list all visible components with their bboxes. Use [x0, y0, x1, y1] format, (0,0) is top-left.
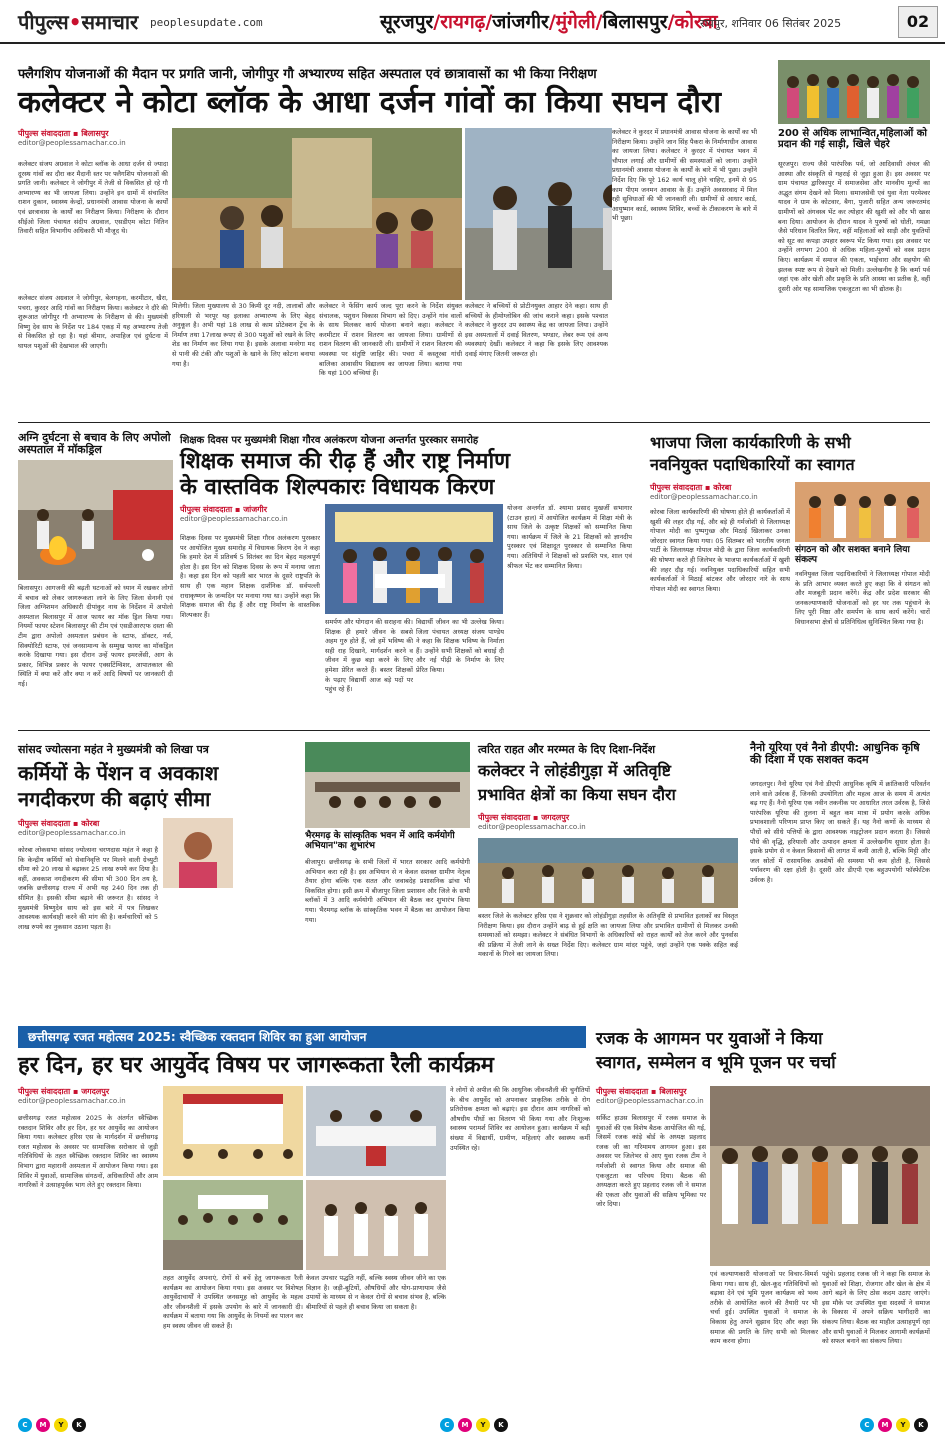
ayurveda-story-photo-camp-banner [163, 1086, 303, 1176]
rajak-story-photo-youth-group [710, 1086, 930, 1266]
story1-body-part1: कलेक्टर संजय अग्रवाल ने कोटा ब्लॉक के आधा दर्जन से ज्यादा दूरस्थ गांवों का दौरा कर मैदानी स्तर पर फ्लैगशिप योजनाओं की प्रगति जानी। कलेक्टर ने जोगीपुर में तेजी से विकसित हो रहे गौ अभ्यारण्य का भी जायजा लिया। उन्होंने इन ग्रामों में संचालित राशन दुकान, स्वास्थ्य केन्द्रों, प्रधानमंत्री आवास योजना के कार्यों एवं छात्रावास के कार्यों का निरीक्षण किया। निरीक्षण के दौरान सीईओ जिला पंचायत संदीप अग्रवाल, एसडीएम कोटा नितिन तिवारी सहित विभागीय अधिकारी भी मौजूद थे। [18, 160, 168, 236]
story1-body-part2: कलेक्टर संजय अग्रवाल ने जोगीपुर, बेलगहना, करमीटार, खैरा, पचरा, कुरदर आदि गांवों का निरीक्षण किया। कलेक्टर ने दौरे की शुरूआत जोगीपुर गौ अभ्यारण्य के निरीक्षण से की। मुख्यमंत्री विष्णु देव साय के निर्देश पर 184 एकड़ में यह अभ्यारण्य तेजी से विकसित हो रहा है। यहां बीमार, अपाहिज एवं दुर्घटना में घायल पशुओं की देखभाल की जाएगी। [18, 294, 168, 350]
rajak-story-headline-line1: रजक के आगमन पर युवाओं ने किया [596, 1029, 823, 1049]
bjp-story-body: कोरबा जिला कार्यकारिणी की घोषणा होते ही कार्यकर्ताओं में खुशी की लहर दौड़ गई, और बड़े ही गर्मजोशी से जिलाध्यक्ष गोपाल मोदी का पुष्पगुच्छ और मिठाई खिलाकर उनका जोरदार स्वागत किया गया। 05 सितम्बर को भारतीय जनता पार्टी के जिलाध्यक्ष गोपाल मोदी के द्वारा जिला कार्यकारिणी की घोषणा करते ही जिलेभर के भाजपा कार्यकर्ताओं में खुशी की लहर दौड़ गई। नवनियुक्त पदाधिकारियों सहित सभी कार्यकर्ताओं ने मिठाई बांटकर और जोरदार नारे के साथ गोपाल मोदी का स्वागत किया। [650, 508, 790, 593]
pension-story-photo-mp [163, 818, 233, 888]
website-url: peoplesupdate.com [150, 16, 263, 29]
city-edition-list: सूरजपुर/रायगढ़/जांजगीर/मुंगेली/बिलासपुर/कोरबा [380, 11, 718, 33]
side-story-body: सूरजपुर। राज्य जैसे पारंपरिक पर्व, जो आदिवासी अंचल की आस्था और संस्कृति से गहराई से जुड़ा हुआ है। इस अवसर पर ग्राम पंचायत द्वारिकापुर में समाजसेवा और मानवीय मूल्यों का अद्भुत संगम देखने को मिला। समाजसेवी एवं युवा नेता परमेश्वर यादव ने ग्राम के कोटवार, बैगा, पुजारी सहित अन्य जरूरतमंद ग्रामीणों को अंगवस्त्र भेंट कर त्योहार की खुशी को और भी खास बना दिया। आयोजन के दौरान यादव ने पुरुषों को धोती, गमछा जैसे परिधान वितरित किए, वहीं महिलाओं को साड़ी और युवतियों को सूट का कपड़ा उपहार स्वरूप भेंट किया गया। इस अवसर पर उन्होंने लगभग 200 से अधिक महिला-पुरुषों को वस्त्र प्रदान किए। कार्यक्रम में समाज की एकता, भाईचारा और सहयोग की झलक स्पष्ट रूप से देखने को मिली। उल्लेखनीय है कि कर्मा पर्व जहां एक ओर खेती और प्रकृति के प्रति आस्था का प्रतीक है, वहीं दूसरी ओर यह सामाजिक एकजुटता का भी द्योतक है। [778, 160, 930, 293]
teacher-story-body-part4: योजना अन्तर्गत डॉ. श्यामा प्रसाद मुखर्जी सभागार (टाउन हाल) में आयोजित कार्यक्रम में शिक्षा मंत्री के साथ जिले के उत्कृष्ट शिक्षकों को सम्मानित किया गया। कार्यक्रम में जिले के 21 शिक्षकों को ज्ञानदीप पुरस्कार एवं शिक्षादूत पुरस्कार से सम्मानित किया गया। अतिथियों ने शिक्षकों को प्रशस्ति पत्र, शाल एवं श्रीफल भेंट कर सम्मानित किया। [507, 504, 632, 570]
pension-story-kicker: सांसद ज्योत्सना महंत ने मुख्यमंत्री को लिखा पत्र [18, 743, 209, 756]
ayurveda-story-photo-rally [163, 1180, 303, 1270]
divider [18, 730, 930, 731]
teacher-story-body-part3: विद्यार्थी जीवन का भी उल्लेख किया। जिला पंचायत अध्यक्ष संजय पाण्डेय ने कहा कि शिक्षक भविष्य के निर्माता हैं। उन्होंने सभी शिक्षकों को बधाई दी और नई पीढ़ी के निर्माण के लिए प्रेरित किया। [416, 618, 504, 674]
teacher-story-kicker: शिक्षक दिवस पर मुख्यमंत्री शिक्षा गौरव अलंकरण योजना अन्तर्गत पुरस्कार समारोह [180, 435, 479, 446]
fire-story-photo-mockdrill [18, 460, 173, 580]
ayurveda-story-byline: पीपुल्स संवाददाता ▪ जगदलपुर editor@peoplessamachar.co.in [18, 1087, 126, 1105]
ayurveda-story-body-part1: छत्तीसगढ़ रजत महोत्सव 2025 के अंतर्गत स्वैच्छिक रक्तदान शिविर और हर दिन, हर घर आयुर्वेद का आयोजन किया गया। कलेक्टर हरिस एस के मार्गदर्शन में छत्तीसगढ़ रजत महोत्सव के अवसर पर सामाजिक सरोकार से जुड़ी गतिविधियों के तहत स्वैच्छिक रक्तदान शिविर का स्वास्थ्य विभाग द्वारा महारानी अस्पताल में आयोजन किया गया। इस शिविर में युवाओं, सामाजिक संगठनों, अधिकारियों और आम नागरिकों ने उत्साहपूर्वक भाग लेते हुए रक्तदान किया। [18, 1114, 158, 1190]
story1-kicker: फ्लैगशिप योजनाओं की मैदान पर प्रगति जानी, जोगीपुर गौ अभ्यारण्य सहित अस्पताल एवं छात्रावासों का भी किया निरीक्षण [18, 67, 597, 82]
bjp-story-photo-welcome [795, 482, 930, 542]
ayurveda-story-body-part3: केवल उपचार पद्धति नहीं, बल्कि स्वस्थ जीवन जीने का एक विज्ञान है। जड़ी-बूटियों, औषधियों और योग-प्राणायाम जैसे उपायों के माध्यम से न केवल रोगों से बचाव संभव है, बल्कि बीमारियों से पहले ही बचाव किया जा सकता है। [306, 1274, 446, 1311]
divider [18, 422, 930, 423]
newspaper-logo: पीपुल्स•समाचार [18, 10, 139, 34]
lohandiguda-story-kicker: त्वरित राहत और मरम्मत के दिए दिशा-निर्देश [478, 743, 656, 756]
story1-byline: पीपुल्स संवाददाता ▪ बिलासपुर editor@peoplessamachar.co.in [18, 129, 126, 147]
bjp-story-headline-line2: नवनियुक्त पदाधिकारियों का स्वागत [650, 455, 855, 474]
teacher-story-headline-line2: के वास्तविक शिल्पकारः विधायक किरण [180, 475, 495, 500]
rajak-story-body-part2: एवं कल्याणकारी योजनाओं पर विचार-विमर्श किया गया। साथ ही, खेल-कूद गतिविधियों को बढ़ावा देने एवं भूमि पूजन कार्यक्रम को भव्य तरीके से आयोजित करने की तैयारी पर भी चर्चा हुई। उपस्थित युवाओं ने समाज के विकास हेतु अपने सुझाव दिए और कहा कि समाज की प्रगति के लिए सभी को मिलकर काम करना होगा। [710, 1270, 818, 1346]
pension-story-body: कोरबा लोकसभा सांसद ज्योत्सना चरणदास महंत ने कहा है कि केन्द्रीय कर्मियों को सेवानिवृत्ति पर मिलने वाली ग्रेच्युटी सीमा को 20 लाख से बढ़ाकर 25 लाख रुपये कर दिया है। वहीं, अवकाश नगदीकरण की सीमा भी 300 दिन तय है, जबकि छत्तीसगढ़ राज्य में अभी यह 240 दिन तक ही सीमित है। इसकी सीमा बढ़ाने की जरूरत है। सांसद ने मुख्यमंत्री विष्णुदेव साय को इस बारे में पत्र लिखकर आवश्यक कार्यवाही करने की मांग की है। कर्मचारियों को 5 लाख रुपये का नुकसान उठाना पड़ता है। [18, 846, 158, 931]
lohandiguda-story-headline-line2: प्रभावित क्षेत्रों का किया सघन दौरा [478, 785, 676, 804]
blood-donation-strip: छत्तीसगढ़ रजत महोत्सव 2025: स्वैच्छिक रक्तदान शिविर का हुआ आयोजन [18, 1026, 586, 1048]
nano-story-headline: नैनो यूरिया एवं नैनो डीएपी: आधुनिक कृषि की दिशा में एक सशक्त कदम [750, 741, 920, 767]
lohandiguda-story-photo-flood [478, 838, 738, 908]
lohandiguda-story-body: बस्तर जिले के कलेक्टर हरिस एस ने शुक्रवार को लोहंडीगुड़ा तहसील के अतिवृष्टि से प्रभावित इलाकों का विस्तृत निरीक्षण किया। इस दौरान उन्होंने बाढ़ से हुई क्षति का जायजा लिया और प्रभावित ग्रामीणों से मिलकर उनकी समस्याओं को समझा। कलेक्टर ने संबंधित विभागों के अधिकारियों को राहत कार्यों को तेज करने और पुनर्वास की प्रक्रिया में तेजी लाने के सख्त निर्देश दिए। कलेक्टर ग्राम मांदर पहुंचे, जहां उन्होंने एक पक्के सहित कई मकानों के गिरने का जायजा लिया। [478, 912, 738, 959]
rajak-story-body-part3: पहुंचे। प्रहलाद रजक जी ने कहा कि समाज के युवाओं को शिक्षा, रोजगार और खेल के क्षेत्र में आगे बढ़ने के लिए ठोस कदम उठाए जाएंगे। इस मौके पर उपस्थित युवा सदस्यों ने समाज के विकास में अपने सक्रिय भागीदारी का संकल्प लिया। बैठक का माहौल उत्साहपूर्ण रहा और सभी युवाओं ने मिलकर आगामी कार्यक्रमों को सफल बनाने का संकल्प लिया। [822, 1270, 930, 1346]
bhairamgarh-story-body: बीजापुर। छत्तीसगढ़ के सभी जिलों में भारत सरकार आदि कर्मयोगी अभियान करा रही है। इस अभियान से न केवल सशक्त ग्रामीण नेतृत्व तैयार होगा बल्कि एक सतत और जवाबदेह प्रशासनिक ढांचा भी विकसित होगा। इसी क्रम में बीजापुर जिला प्रशासन और जिले के सभी ब्लॉकों में 3 आदि कर्मयोगी अभियान की बैठक कर शुभारंभ किया गया। भैरमगढ़ ब्लॉक के सांस्कृतिक भवन में बैठक का आयोजन किया गया। [305, 858, 470, 924]
pension-story-byline: पीपुल्स संवाददाता ▪ कोरबा editor@peoplessamachar.co.in [18, 819, 126, 837]
story1-body-part6: कलेक्टर ने कुरदर में प्रधानमंत्री आवास योजना के कार्यों का भी निरीक्षण किया। उन्होंने जान सिंह पैकरा के निर्माणाधीन आवास का जायजा लिया। कलेक्टर ने कुरदर में पंचायत भवन में चौपाल लगाई और ग्रामीणों की समस्याओं को जाना। उन्होंने प्रधानमंत्री आवास योजना के कार्यों के बारे में भी पूछा। उन्होंने निर्देश दिए कि पूरे 162 कार्य चालू होने चाहिए, इनमें से 95 काम पीएम जनमन आवास के हैं। उन्होंने अवसरवाद में मिल रही सुविधाओं की भी जानकारी ली। ग्रामीणों से आधार कार्ड, आयुष्मान कार्ड, स्वास्थ्य शिविर, बच्चों के टीकाकरण के बारे में भी पूछा। [612, 128, 757, 418]
lohandiguda-story-headline-line1: कलेक्टर ने लोहंडीगुड़ा में अतिवृष्टि [478, 761, 671, 780]
teacher-story-headline-line1: शिक्षक समाज की रीढ़ हैं और राष्ट्र निर्माण [180, 449, 511, 474]
fire-story-headline: अग्नि दुर्घटना से बचाव के लिए अपोलो अस्पताल में मॉकड्रिल [18, 431, 171, 457]
bjp-box-body: नवनियुक्त जिला पदाधिकारियों ने जिलाध्यक्ष गोपाल मोदी के प्रति आभार व्यक्त करते हुए कहा कि वे संगठन को और मजबूती प्रदान करेंगे। केंद्र और प्रदेश सरकार की जनकल्याणकारी योजनाओं को हर घर तक पहुंचाने के लिए पूरी निष्ठा और समर्पण के साथ कार्य करेंगे। चारों विधानसभा क्षेत्रों से प्रतिनिधित्व सुनिश्चित किया गया है। [795, 570, 930, 626]
dateline: रायपुर, शनिवार 06 सितंबर 2025 [700, 17, 842, 30]
bjp-box-headline: संगठन को और सशक्त बनाने लिया संकल्प [795, 545, 910, 565]
story1-body-part4: कलेक्टर ने फेंसिंग कार्य जल्द पूरा करने के निर्देश संयुक्त संचालक, पशुधन विकास विभाग को दिए। उन्होंने गांव वालों के साथ मिलकर कार्य योजना बनाने कहा। कलेक्टर ने करमीटार में राशन वितरण का जायजा लिया। ग्रामीणों से राशन वितरण की जानकारी ली। ग्रामीणों ने राशन वितरण की व्यवस्था पर संतुष्टि जाहिर की। पचरा में कस्तूरबा गांधी बालिका आवासीय विद्यालय का जायजा लिया। बताया गया कि यहां 100 बच्चियां हैं। [319, 302, 462, 378]
cmyk-registration-right: C M Y K [860, 1418, 928, 1432]
ayurveda-story-photo-doctors [306, 1180, 446, 1270]
ayurveda-story-body-part4: ने लोगों से अपील की कि आधुनिक जीवनशैली की चुनौतियों के बीच आयुर्वेद को अपनाकर प्राकृतिक तरीके से रोग प्रतिरोधक क्षमता को बढ़ाएं। इस दौरान आम नागरिकों को औषधीय पौधों का वितरण भी किया गया और निःशुल्क स्वास्थ्य परामर्श शिविर का आयोजन हुआ। कार्यक्रम में बड़ी संख्या में विद्यार्थी, ग्रामीण, महिलाएं और स्वास्थ्य कर्मी उपस्थित रहे। [450, 1086, 590, 1152]
ayurveda-story-photo-blood-donation [306, 1086, 446, 1176]
ayurveda-story-body-part2: तहत आयुर्वेद अपनाएं, रोगों से बचें हेतु जागरूकता रैली कार्यक्रम का आयोजन किया गया। इस अवसर पर विशेषज्ञ आयुर्वेदाचार्यों ने उपस्थित जनसमूह को आयुर्वेद के महत्व और जीवनशैली में इसके उपयोग के बारे में जानकारी दी। कार्यक्रम में बताया गया कि आयुर्वेद के नियमों का पालन कर हम स्वस्थ जीवन जी सकते हैं। [163, 1274, 303, 1330]
cmyk-registration-center: C M Y K [440, 1418, 508, 1432]
lohandiguda-story-byline: पीपुल्स संवाददाता ▪ जगदलपुर editor@peoplessamachar.co.in [478, 813, 586, 831]
pension-story-headline-line2: नगदीकरण की बढ़ाएं सीमा [18, 787, 211, 811]
teacher-story-byline: पीपुल्स संवाददाता ▪ जांजगीर editor@peoplessamachar.co.in [180, 505, 288, 523]
rajak-story-byline: पीपुल्स संवाददाता ▪ बिलासपुर editor@peoplessamachar.co.in [596, 1087, 704, 1105]
cmyk-registration-left: C M Y K [18, 1418, 86, 1432]
story1-body-part3: मिलेगी। जिला मुख्यालय से 30 किमी दूर नदी, तालाबों और हरियाली से भरपूर यह इलाका अभ्यारण्य के लिए बेहद अनुकूल है। अभी यहां 18 लाख से काम प्रोटेक्शन ट्रेंच के निर्माण तथा 17लाख रूपए से 300 पशुओं को रखने के लिए शेड का निर्माण कर लिया गया है। इसके अलावा मनरेगा मद से पानी की टंकी और पशुओं के खाने के लिए कोटना बनाया गया है। [172, 302, 315, 368]
bhairamgarh-story-photo-meeting [305, 742, 470, 828]
teacher-story-photo-award [325, 504, 503, 614]
pension-story-headline-line1: कर्मियों के पेंशन व अवकाश [18, 761, 219, 785]
story1-photo-collector-village [172, 128, 462, 300]
side-story-photo-group [778, 60, 930, 124]
story1-body-part5: कलेक्टर ने बच्चियों से प्रोटीनयुक्त आहार देने कहा। साथ ही बच्चियों के हीमोग्लोबिन की जांच कराने कहा। इसके पश्चात कलेक्टर ने कुरदर उप स्वास्थ्य केंद्र का जायजा लिया। उन्होंने इस अस्पतालों में दवाई वितरण, भण्डार, लेबर रूम एवं अन्य व्यवस्थाएं देखीं। कलेक्टर ने कहा कि इसके लिए आवश्यक दवाई मंगाए जितनी जरूरत हो। [465, 302, 608, 358]
bjp-story-byline: पीपुल्स संवाददाता ▪ कोरबा editor@peoplessamachar.co.in [650, 483, 758, 501]
rajak-story-headline-line2: स्वागत, सम्मेलन व भूमि पूजन पर चर्चा [596, 1053, 836, 1073]
story1-headline: कलेक्टर ने कोटा ब्लॉक के आधा दर्जन गांवों का किया सघन दौरा [18, 85, 721, 120]
rajak-story-body-part1: सर्किट हाउस बिलासपुर में रजक समाज के युवाओं की एक विशेष बैठक आयोजित की गई, जिसमें रजक कांड़े बोर्ड के अध्यक्ष प्रहलाद रजक जी का गरिमामय आगमन हुआ। इस अवसर पर जिलेभर से आए युवा रजक टीम ने गर्मजोशी से स्वागत किया और समाज की एकजुटता का परिचय दिया। बैठक की अध्यक्षता करते हुए प्रहलाद रजक जी ने समाज की एकता और युवाओं की सक्रिय भूमिका पर जोर दिया। [596, 1114, 706, 1209]
ayurveda-story-headline: हर दिन, हर घर आयुर्वेद विषय पर जागरूकता रैली कार्यक्रम [18, 1053, 494, 1078]
page-number: 02 [898, 6, 938, 38]
masthead [0, 0, 945, 44]
bhairamgarh-story-caption: भैरमगढ़ के सांस्कृतिक भवन में आदि कर्मयोगी अभियान"का शुभारंभ [305, 831, 455, 851]
nano-story-body: जगदलपुर। नैनो यूरिया एवं नैनो डीएपी आधुनिक कृषि में क्रांतिकारी परिवर्तन लाने वाले उर्वरक हैं, जिनकी उपयोगिता और महत्व आज के समय में अत्यंत बढ़ गए हैं। नैनो यूरिया एक नवीन तकनीक पर आधारित तरल उर्वरक है, जिसे पारंपरिक यूरिया की तुलना में बहुत कम मात्रा में प्रयोग करके अधिक प्रभावशाली परिणाम प्राप्त किए जा सकते हैं। यह नैनो कणों के माध्यम से पौधों को सीधे पत्तियों के द्वारा आवश्यक नाइट्रोजन प्रदान करता है। जिससे पौधे की वृद्धि, हरियाली और उत्पादन क्षमता में उल्लेखनीय सुधार होता है। इसके प्रयोग से न केवल किसानों की लागत में कमी आती है, बल्कि मिट्टी और जल स्रोतों में रासायनिक अवशेषों की समस्या भी कम होती है, जिससे पर्यावरण की रक्षा होती है। दूसरी ओर डीएपी एक बहुउपयोगी फॉस्फेटिक उर्वरक है। [750, 780, 930, 884]
teacher-story-body-part2: समर्पण और योगदान की सराहना की। शिक्षक ही हमारे जीवन के सबसे अहम गुरु होते हैं, जो हमें भविष्य की सही राह दिखाने, मार्गदर्शन करने व जीवन में कुछ बड़ा करने के लिए हमेशा प्रेरित करते हैं। बस्तर शिक्षकों के पढ़ाए विद्यार्थी आज बड़े पदों पर पहुंच रहे हैं। [325, 618, 413, 694]
side-story-headline: 200 से अधिक लाभान्वित,महिलाओं को प्रदान की गई साड़ी, खिले चेहरे [778, 128, 927, 150]
fire-story-body: बिलासपुर। आगजनी की बढ़ती घटनाओं को ध्यान में रखकर लोगों में बचाव को लेकर जागरूकता लाने के लिए जिला सेनानी एवं जिला अग्निशमन अधिकारी दीपांकुर नाथ के निर्देशन में अपोलो अस्पताल बिलासपुर में आज फायर का मॉक ड्रिल किया गया। नियमों फायर स्टेशन बिलासपुर की टीम एवं एसडीआरएफ दस्ता की टीम द्वारा अपोलो अस्पताल प्रबंधन के स्टाफ, डॉक्टर, नर्स, सिक्योरिटी स्टाफ, एवं जनसामान्य के सम्मुख फायर का मॉकड्रिल करके दिखाया गया। इस दौरान उन्हें फायर इमरजेंसी, आग के प्रकार, विभिन्न प्रकार के फायर एक्सटिंग्विशर, आपातकाल की स्थिति में क्या करें और क्या न करें आदि विषयों पर जानकारी दी गई। [18, 584, 173, 688]
teacher-story-body-part1: शिक्षक दिवस पर मुख्यमंत्री शिक्षा गौरव अलंकरण पुरस्कार पर आयोजित मुख्य समारोह में विधायक किरण देव ने कहा कि हमारे देश में प्रतिवर्ष 5 सितंबर का दिन बेहद महत्वपूर्ण होता है। इस दिन को शिक्षक दिवस के रूप में मनाया जाता है। कहा इस दिन को पहली बार भारत के दूसरे राष्ट्रपति के साथ ही एक महान शिक्षक दार्शनिक डॉ. सर्वपल्ली राधाकृष्णन के जन्मदिन पर मनाया गया था। उन्होंने कहा कि शिक्षक समाज की रीढ़ हैं और राष्ट्र निर्माण के वास्तविक शिल्पकार हैं। [180, 534, 320, 619]
bjp-story-headline-line1: भाजपा जिला कार्यकारिणी के सभी [650, 433, 851, 452]
